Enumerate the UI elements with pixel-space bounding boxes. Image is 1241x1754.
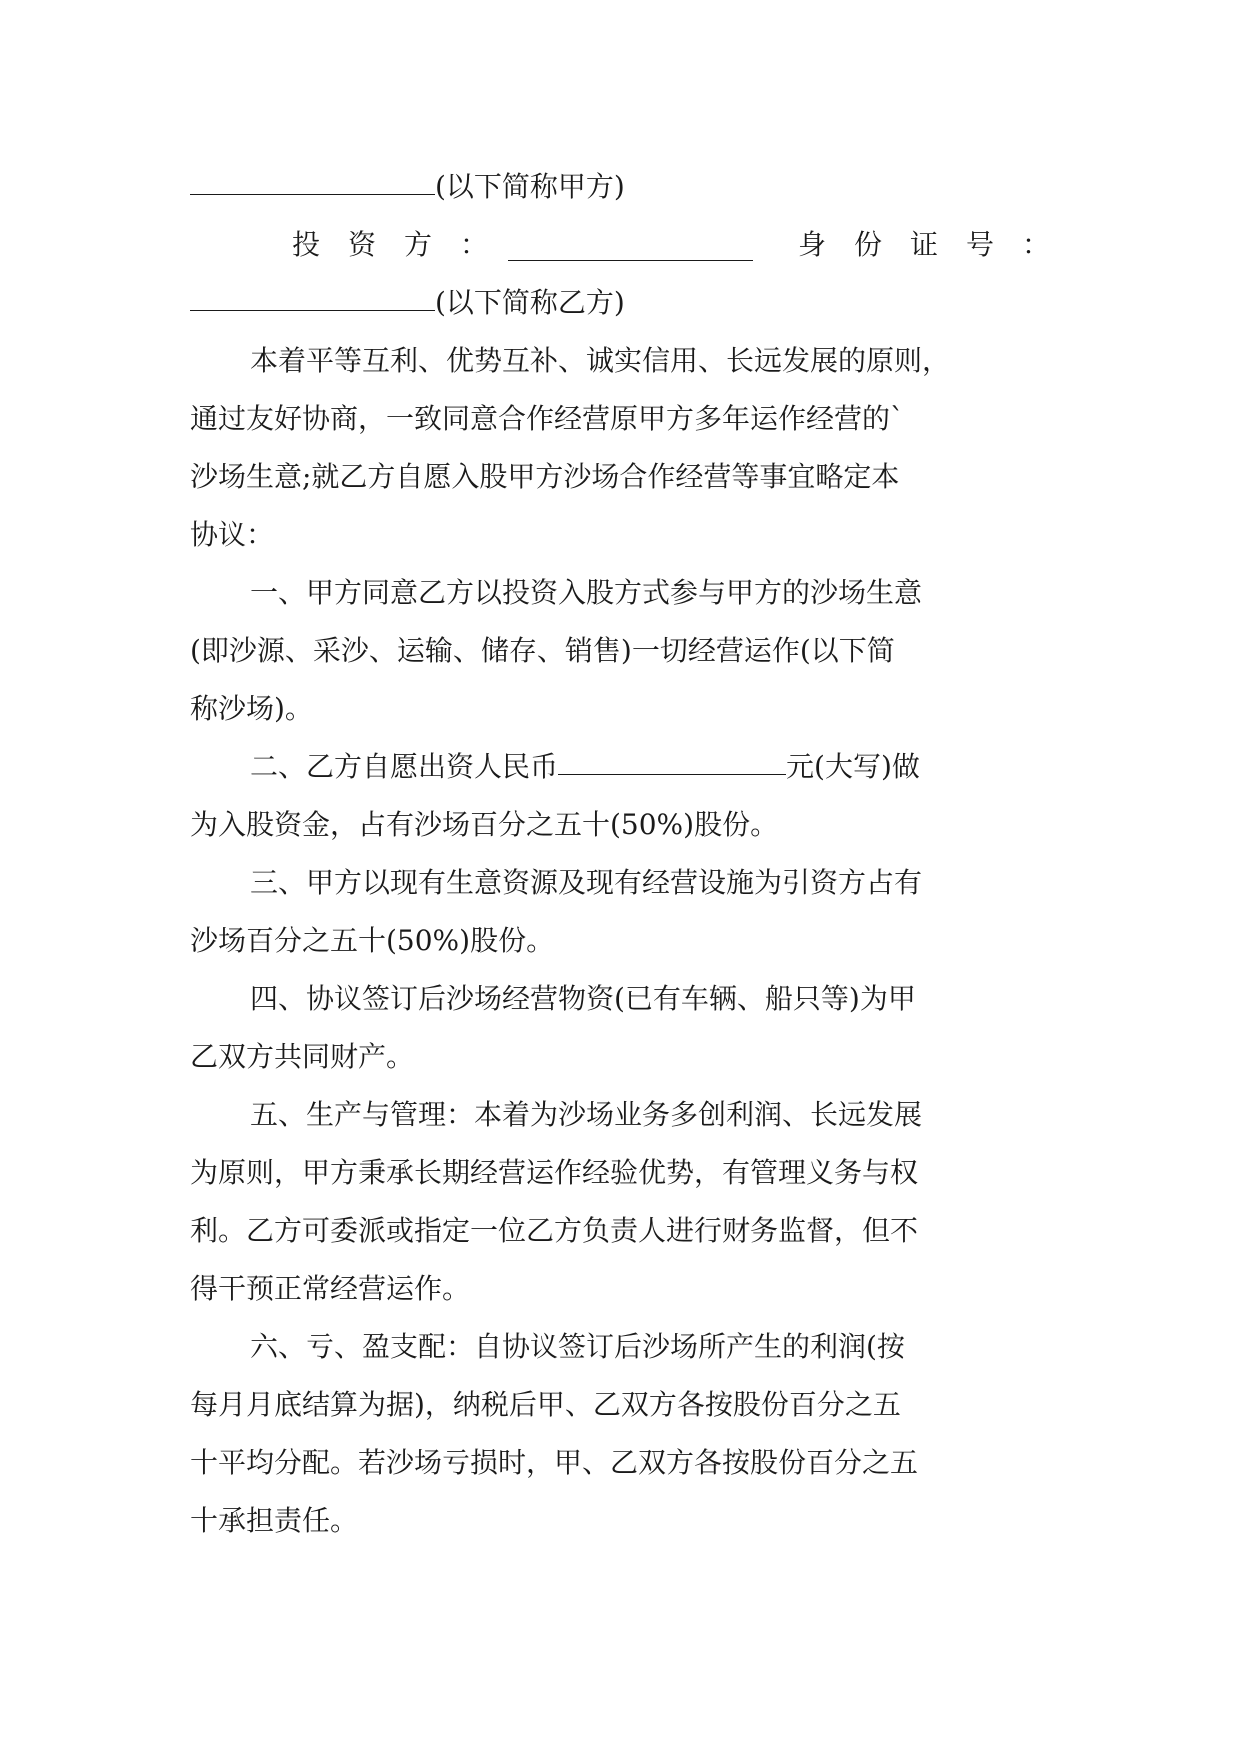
intro-line: 协议： xyxy=(190,518,275,551)
intro-line: 本着平等互利、优势互补、诚实信用、长远发展的原则， xyxy=(250,344,951,377)
clause-4-line: 四、协议签订后沙场经营物资(已有车辆、船只等)为甲 xyxy=(250,982,916,1015)
clause-3 xyxy=(190,854,1050,970)
clause-1-line: 称沙场)。 xyxy=(190,692,313,725)
clause-1-line: 一、甲方同意乙方以投资入股方式参与甲方的沙场生意 xyxy=(250,576,923,609)
investor-label: 投 资 方 ： xyxy=(292,228,489,261)
party-a-line xyxy=(190,158,1050,216)
party-b-line xyxy=(190,274,1050,332)
clause-6-line: 十承担责任。 xyxy=(190,1504,359,1537)
clause-6 xyxy=(190,1318,1050,1550)
clause-2 xyxy=(190,738,1050,854)
clause-5-line: 五、生产与管理：本着为沙场业务多创利润、长远发展 xyxy=(250,1098,923,1131)
party-a-suffix: (以下简称甲方) xyxy=(435,170,625,203)
clause-4-line: 乙双方共同财产。 xyxy=(190,1040,415,1073)
clause-3-line: 三、甲方以现有生意资源及现有经营设施为引资方占有 xyxy=(250,866,923,899)
clause-6-line: 每月月底结算为据)，纳税后甲、乙双方各按股份百分之五 xyxy=(190,1388,901,1421)
clause-5-line: 得干预正常经营运作。 xyxy=(190,1272,471,1305)
clause-5-line: 为原则，甲方秉承长期经营运作经验优势，有管理义务与权 xyxy=(190,1156,919,1189)
clause-1 xyxy=(190,564,1050,738)
clause-3-line: 沙场百分之五十(50%)股份。 xyxy=(190,924,555,957)
investor-line xyxy=(190,216,1050,274)
clause-1-line: (即沙源、采沙、运输、储存、销售)一切经营运作(以下简 xyxy=(190,634,895,667)
clause-2-line xyxy=(190,738,1050,796)
intro-line: 沙场生意;就乙方自愿入股甲方沙场合作经营等事宜略定本 xyxy=(190,460,900,493)
party-a-blank[interactable] xyxy=(190,158,435,195)
clause-2-line: 为入股资金，占有沙场百分之五十(50%)股份。 xyxy=(190,808,779,841)
investment-amount-blank[interactable] xyxy=(558,738,786,775)
clause-6-line: 六、亏、盈支配：自协议签订后沙场所产生的利润(按 xyxy=(250,1330,905,1363)
clause-6-line: 十平均分配。若沙场亏损时，甲、乙双方各按股份百分之五 xyxy=(190,1446,919,1479)
intro-paragraph xyxy=(190,332,1050,564)
intro-line: 通过友好协商，一致同意合作经营原甲方多年运作经营的` xyxy=(190,402,905,435)
investor-name-blank[interactable] xyxy=(508,224,753,261)
clause-2-prefix: 二、乙方自愿出资人民币 xyxy=(250,750,559,783)
id-number-label: 身 份 证 号 ： xyxy=(798,228,1050,261)
clause-5-line: 利。乙方可委派或指定一位乙方负责人进行财务监督，但不 xyxy=(190,1214,919,1247)
clause-5 xyxy=(190,1086,1050,1318)
document-page xyxy=(190,158,1050,1550)
clause-2-suffix: 元(大写)做 xyxy=(786,750,920,783)
clause-4 xyxy=(190,970,1050,1086)
party-b-blank[interactable] xyxy=(190,274,435,311)
party-b-suffix: (以下简称乙方) xyxy=(435,286,625,319)
